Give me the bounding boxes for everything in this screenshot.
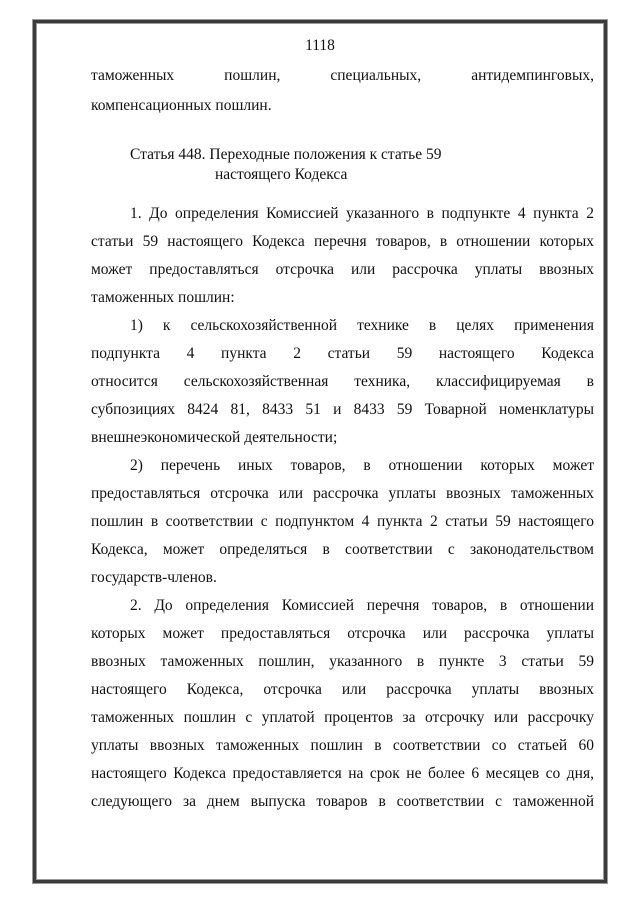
paragraph-1-line: статьи 59 настоящего Кодекса перечня товаров, в отношении которых <box>91 233 594 250</box>
list-item-2-line: пошлин в соответствии с подпунктом 4 пункта 2 статьи 59 настоящего <box>91 513 594 530</box>
list-item-1-line: внешнеэкономической деятельности; <box>91 429 338 446</box>
paragraph-2-line: уплаты ввозных таможенных пошлин в соответствии со статьей 60 <box>91 737 594 754</box>
list-item-2-line: 2) перечень иных товаров, в отношении которых может <box>130 457 594 474</box>
article-title-continued: настоящего Кодекса <box>215 166 348 183</box>
list-item-1-line: субпозициях 8424 81, 8433 51 и 8433 59 Товарной номенклатуры <box>91 401 594 418</box>
list-item-2-line: государств-членов. <box>91 569 217 586</box>
paragraph-1-line: таможенных пошлин: <box>91 289 235 306</box>
paragraph-2-line: настоящего Кодекса предоставляется на срок не более 6 месяцев со дня, <box>91 765 594 782</box>
paragraph-1-line: 1. До определения Комиссией указанного в подпункте 4 пункта 2 <box>130 205 594 222</box>
list-item-2-line: предоставляться отсрочка или рассрочка уплаты ввозных таможенных <box>91 485 594 502</box>
list-item-1-line: подпункта 4 пункта 2 статьи 59 настоящего Кодекса <box>91 345 594 362</box>
paragraph-2-line: которых может предоставляться отсрочка или рассрочка уплаты <box>91 625 594 642</box>
paragraph-1-line: может предоставляться отсрочка или рассрочка уплаты ввозных <box>91 261 594 278</box>
article-title: Статья 448. Переходные положения к статье 59 <box>130 146 442 163</box>
list-item-1-line: относится сельскохозяйственная техника, классифицируемая в <box>91 373 594 390</box>
body-line: компенсационных пошлин. <box>91 97 272 114</box>
list-item-1-line: 1) к сельскохозяйственной технике в целях применения <box>130 317 594 334</box>
paragraph-2-line: настоящего Кодекса, отсрочка или рассрочка уплаты ввозных <box>91 681 594 698</box>
paragraph-2-line: ввозных таможенных пошлин, указанного в пункте 3 статьи 59 <box>91 653 594 670</box>
paragraph-2-line: таможенных пошлин с уплатой процентов за отсрочку или рассрочку <box>91 709 594 726</box>
paragraph-2-line: следующего за днем выпуска товаров в соответствии с таможенной <box>91 793 594 810</box>
paragraph-2-line: 2. До определения Комиссией перечня товаров, в отношении <box>130 597 594 614</box>
page-number: 1118 <box>305 37 335 54</box>
list-item-2-line: Кодекса, может определяться в соответствии с законодательством <box>91 541 594 558</box>
body-line: таможенных пошлин, специальных, антидемпинговых, <box>91 67 594 84</box>
